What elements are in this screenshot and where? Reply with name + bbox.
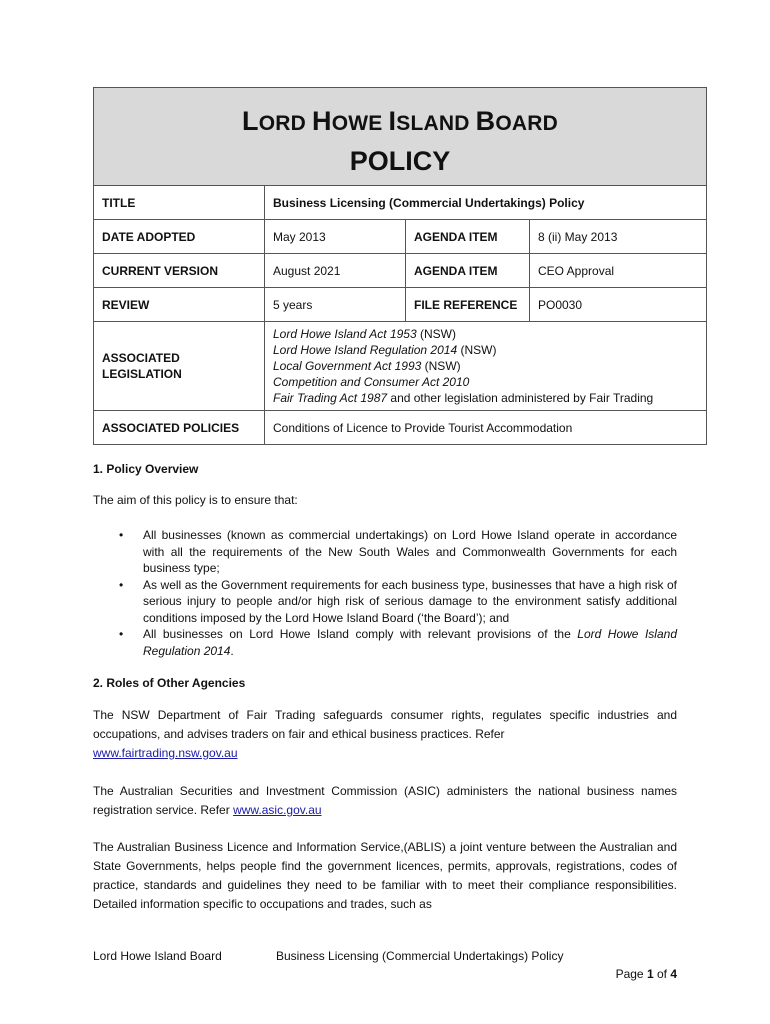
policies-label: ASSOCIATED POLICIES bbox=[94, 411, 265, 445]
legislation-item: Lord Howe Island Act 1953 (NSW) bbox=[273, 327, 456, 341]
list-item: • All businesses (known as commercial undertakings) on Lord Howe Island operate in accordance with all the requirements of the New South Wales and Commonwealth Governments for each business type; bbox=[119, 528, 677, 575]
paragraph: The Australian Business Licence and Information Service,(ABLIS) a joint venture between the Australian and State Governments, helps people find the government licences, permits, approvals, registrations, codes of practice, standards and guidelines they need to be familiar with to meet their compliance responsibilities. Detailed information specific to occupations and trades, such as bbox=[93, 840, 677, 911]
date-adopted-value: May 2013 bbox=[265, 220, 406, 254]
bullet-list bbox=[119, 527, 677, 659]
list-item: • As well as the Government requirements for each business type, businesses that have a high risk of serious injury to people and/or high risk of serious damage to the environment satisfy additional conditions imposed by the Lord Howe Island Board (‘the Board’); and bbox=[119, 577, 677, 625]
legislation-list bbox=[265, 322, 707, 411]
section-heading: 1. Policy Overview bbox=[93, 462, 199, 476]
bullet-icon: • bbox=[119, 528, 124, 542]
bullet-icon: • bbox=[119, 577, 124, 592]
file-reference-value: PO0030 bbox=[530, 288, 707, 322]
footer-center: Business Licensing (Commercial Undertakings) Policy bbox=[276, 949, 564, 963]
paragraph: The aim of this policy is to ensure that: bbox=[93, 493, 298, 507]
title-block bbox=[94, 88, 707, 186]
file-reference-label: FILE REFERENCE bbox=[406, 288, 530, 322]
section-heading: 2. Roles of Other Agencies bbox=[93, 676, 246, 690]
agenda-item-value: CEO Approval bbox=[530, 254, 707, 288]
title-value: Business Licensing (Commercial Undertakings) Policy bbox=[265, 186, 707, 220]
legislation-item: Fair Trading Act 1987 and other legislation administered by Fair Trading bbox=[273, 391, 654, 405]
board-name: LORD HOWE ISLAND BOARD bbox=[242, 106, 558, 136]
bullet-icon: • bbox=[119, 627, 124, 641]
paragraph: The NSW Department of Fair Trading safeguards consumer rights, regulates specific industries and occupations, and advises traders on fair and ethical business practices. Refer www.fairtrading.nsw.gov.au bbox=[93, 708, 677, 760]
policy-heading: POLICY bbox=[349, 146, 451, 176]
agenda-item-label: AGENDA ITEM bbox=[406, 254, 530, 288]
page-number: Page 1 of 4 bbox=[615, 967, 677, 981]
legislation-label: ASSOCIATED LEGISLATION bbox=[94, 322, 265, 411]
agenda-item-label: AGENDA ITEM bbox=[406, 220, 530, 254]
legislation-item: Lord Howe Island Regulation 2014 (NSW) bbox=[273, 343, 497, 357]
policies-value: Conditions of Licence to Provide Tourist Accommodation bbox=[265, 411, 707, 445]
asic-link[interactable]: www.asic.gov.au bbox=[233, 803, 322, 817]
legislation-item: Competition and Consumer Act 2010 bbox=[273, 375, 470, 389]
current-version-label: CURRENT VERSION bbox=[94, 254, 265, 288]
title-label: TITLE bbox=[94, 186, 265, 220]
review-label: REVIEW bbox=[94, 288, 265, 322]
footer-left: Lord Howe Island Board bbox=[93, 949, 222, 963]
review-value: 5 years bbox=[265, 288, 406, 322]
current-version-value: August 2021 bbox=[265, 254, 406, 288]
legislation-item: Local Government Act 1993 (NSW) bbox=[273, 359, 461, 373]
date-adopted-label: DATE ADOPTED bbox=[94, 220, 265, 254]
policy-header-table bbox=[93, 87, 707, 445]
paragraph: The Australian Securities and Investment Commission (ASIC) administers the national business names registration service. Refer www.asic.gov.au bbox=[93, 784, 677, 817]
list-item: • All businesses on Lord Howe Island comply with relevant provisions of the Lord Howe Island Regulation 2014. bbox=[119, 627, 677, 658]
agenda-item-value: 8 (ii) May 2013 bbox=[530, 220, 707, 254]
fair-trading-link[interactable]: www.fairtrading.nsw.gov.au bbox=[93, 746, 238, 760]
